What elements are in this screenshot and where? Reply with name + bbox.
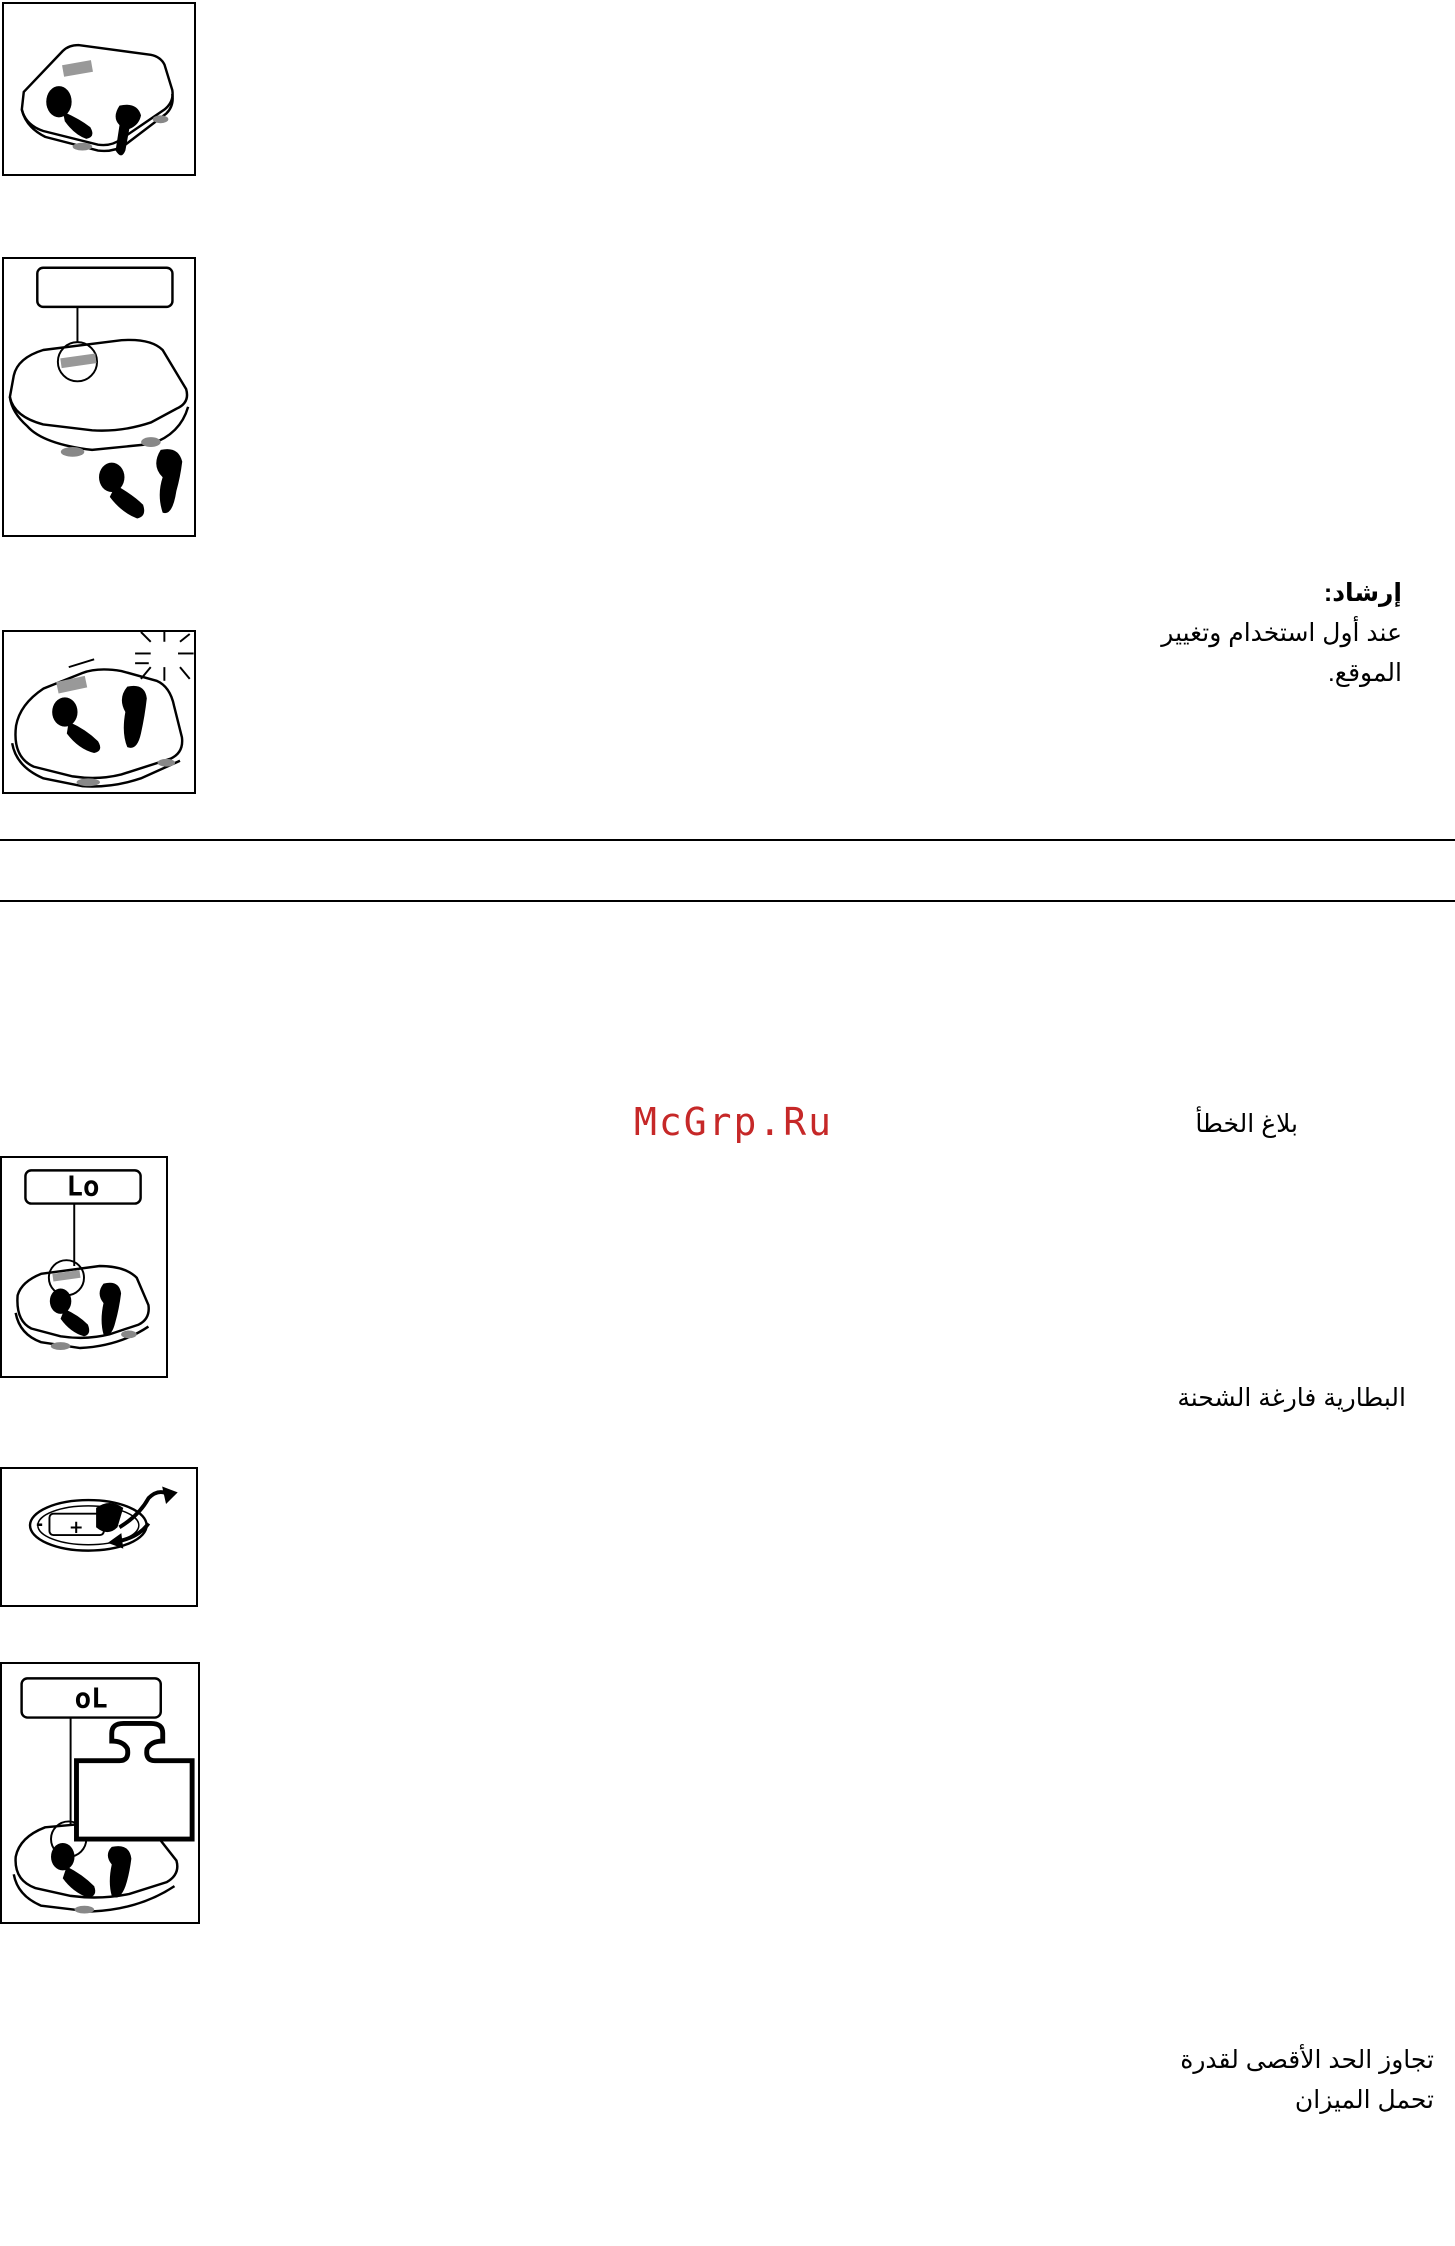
watermark: McGrp.Ru	[634, 1100, 834, 1144]
figure-low-display	[0, 1156, 168, 1378]
tip-line-1: عند أول استخدام وتغيير	[1161, 619, 1402, 647]
error-overload-line-1: تجاوز الحد الأقصى لقدرة	[1180, 2046, 1434, 2074]
error-overload-line-2: تحمل الميزان	[1294, 2086, 1434, 2114]
figure-battery-replace	[0, 1467, 198, 1607]
divider-top	[0, 839, 1455, 841]
figure-flashing-display	[2, 630, 196, 794]
scale-overload-icon	[2, 1664, 198, 1922]
figure-step-on-scale	[2, 2, 196, 176]
svg-text:+: +	[68, 1518, 84, 1539]
error-header: بلاغ الخطأ	[1195, 1110, 1298, 1138]
figure-overload	[0, 1662, 200, 1924]
battery-replace-icon	[2, 1469, 196, 1605]
scale-flashing-display-icon	[4, 632, 194, 792]
tip-line-2: الموقع.	[1327, 659, 1402, 687]
error-low-battery: البطارية فارغة الشحنة	[1177, 1384, 1406, 1412]
tip-title: إرشاد:	[1323, 579, 1402, 607]
scale-lo-display-icon	[2, 1158, 166, 1376]
svg-text:-: -	[35, 1515, 44, 1536]
scale-display-step-off-icon	[4, 259, 194, 535]
figure-scale-display	[2, 257, 196, 537]
divider-bottom	[0, 900, 1455, 902]
scale-step-on-icon	[4, 4, 194, 174]
ol-display-text: oL	[74, 1683, 108, 1715]
lo-display-text: Lo	[66, 1171, 100, 1203]
